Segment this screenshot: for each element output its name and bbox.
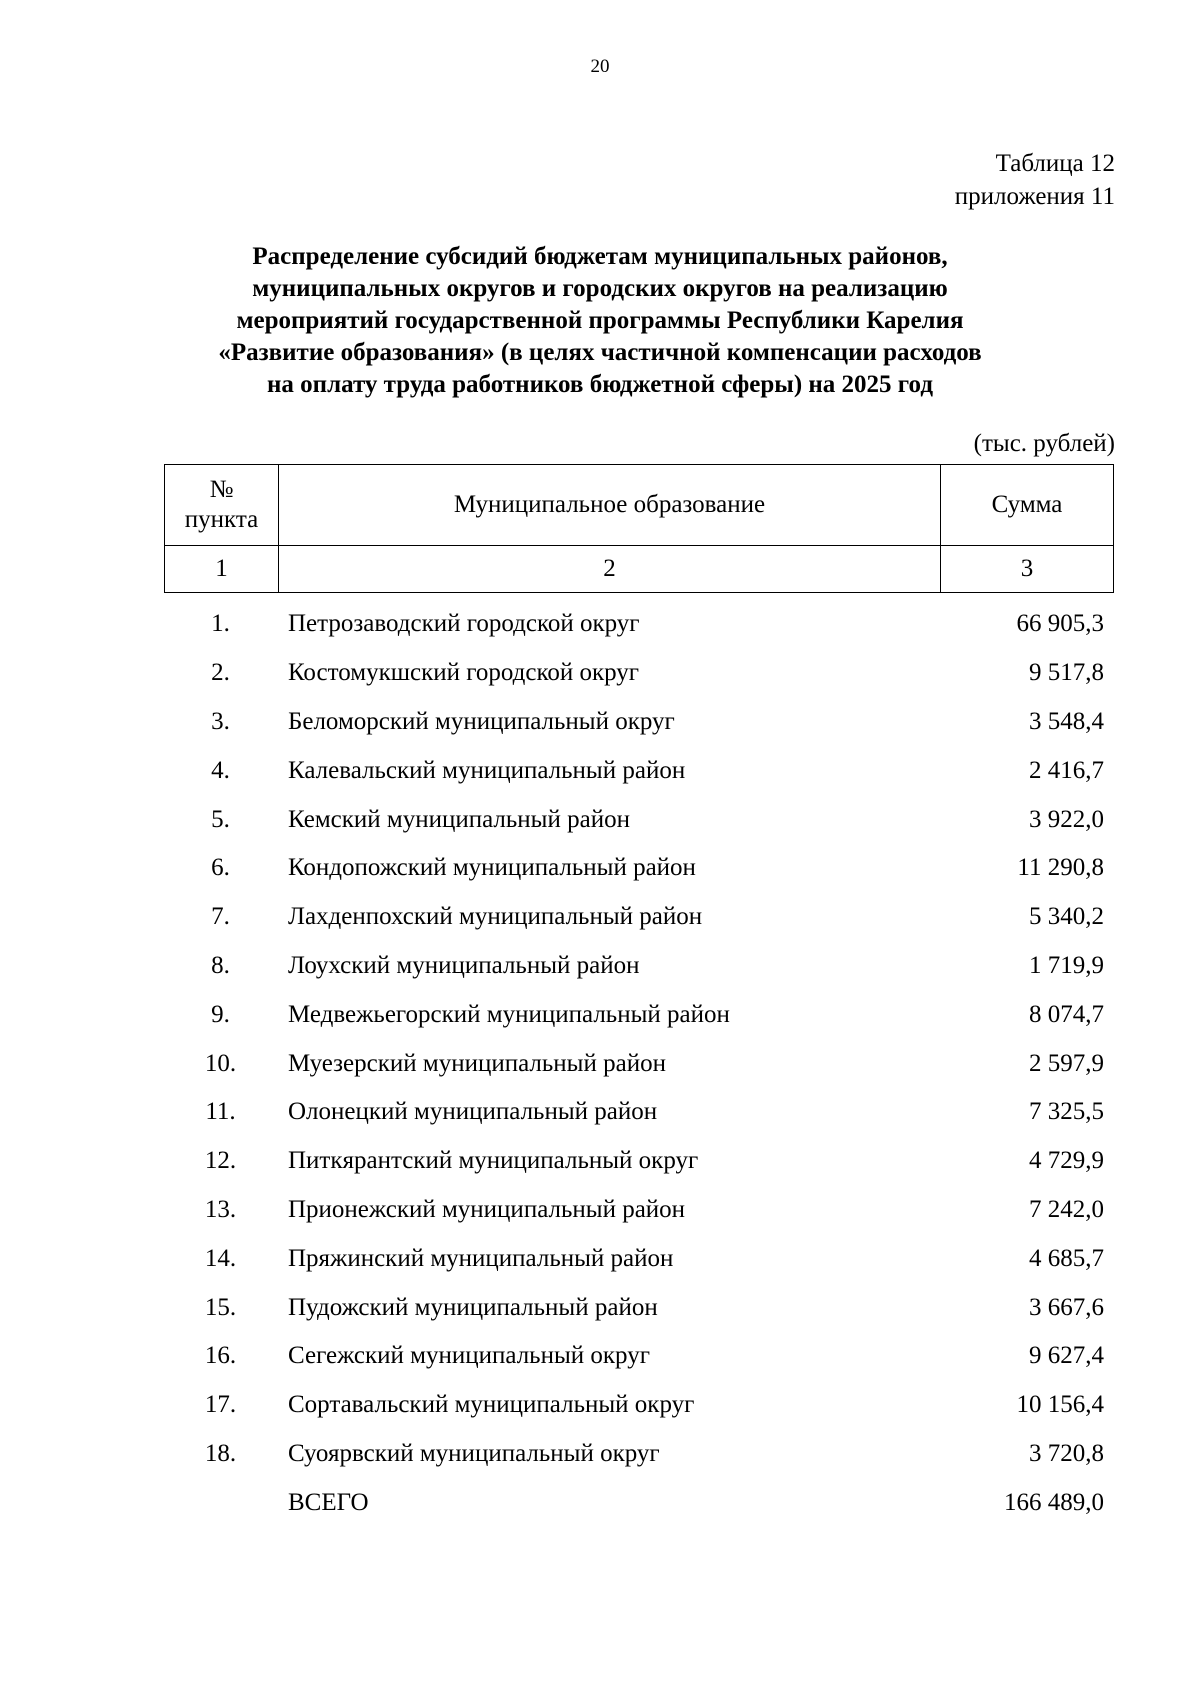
- row-name: Костомукшский городской округ: [288, 659, 640, 687]
- table-ref-line-1: Таблица 12: [995, 150, 1115, 177]
- table-row: [164, 649, 1112, 698]
- row-sum: 3 667,6: [1029, 1293, 1104, 1321]
- row-sum: 3 922,0: [1029, 805, 1104, 833]
- row-number: 2.: [211, 659, 230, 687]
- row-sum: 7 242,0: [1029, 1195, 1104, 1223]
- row-name: Беломорский муниципальный округ: [288, 707, 675, 735]
- table-header: [164, 464, 1114, 593]
- table-row: [164, 1088, 1112, 1137]
- column-number-row: [165, 546, 1114, 593]
- row-name: Петрозаводский городской округ: [288, 610, 640, 638]
- table-reference: [955, 147, 1115, 213]
- title-line-5: на оплату труда работников бюджетной сферы) на 2025 год: [267, 371, 933, 398]
- row-number: 15.: [204, 1293, 237, 1321]
- row-sum: 66 905,3: [1016, 610, 1104, 638]
- row-sum: 2 416,7: [1029, 756, 1104, 784]
- header-num: [165, 465, 279, 546]
- row-name: Сегежский муниципальный округ: [288, 1342, 650, 1370]
- table-row: [164, 1283, 1112, 1332]
- row-sum: 2 597,9: [1029, 1049, 1104, 1077]
- row-name: Прионежский муниципальный район: [288, 1195, 686, 1223]
- row-sum: 5 340,2: [1029, 903, 1104, 931]
- table-row: [164, 1430, 1112, 1479]
- row-number: 7.: [211, 903, 230, 931]
- row-number: 11.: [205, 1098, 236, 1126]
- table-row: [164, 942, 1112, 991]
- total-sum: 166 489,0: [1004, 1488, 1104, 1516]
- row-number: 1.: [211, 610, 230, 638]
- header-num-line-2: пункта: [184, 506, 259, 533]
- row-name: Кондопожский муниципальный район: [288, 854, 696, 882]
- header-num-line-1: №: [209, 476, 234, 503]
- row-sum: 11 290,8: [1017, 854, 1104, 882]
- row-number: 12.: [204, 1147, 237, 1175]
- row-name: Питкярантский муниципальный округ: [288, 1147, 699, 1175]
- table-row: [164, 1137, 1112, 1186]
- title-line-3: мероприятий государственной программы Республики Карелия: [236, 307, 964, 334]
- row-name: Медвежьегорский муниципальный район: [288, 1000, 730, 1028]
- row-name: Кемский муниципальный район: [288, 805, 630, 833]
- row-name: Сортавальский муниципальный округ: [288, 1391, 695, 1419]
- row-number: 18.: [204, 1439, 237, 1467]
- table-body: [164, 600, 1112, 1527]
- table-row: [164, 746, 1112, 795]
- row-number: 4.: [211, 756, 230, 784]
- row-number: 10.: [204, 1049, 237, 1077]
- row-sum: 3 720,8: [1029, 1439, 1104, 1467]
- table-row: [164, 1186, 1112, 1235]
- title-line-2: муниципальных округов и городских округов на реализацию: [252, 275, 948, 302]
- row-sum: 9 627,4: [1029, 1342, 1104, 1370]
- title-line-4: «Развитие образования» (в целях частичной компенсации расходов: [218, 339, 982, 366]
- document-title: [100, 241, 1100, 401]
- row-sum: 4 729,9: [1029, 1147, 1104, 1175]
- table-row: [164, 698, 1112, 747]
- total-row: [164, 1478, 1112, 1527]
- title-line-1: Распределение субсидий бюджетам муниципальных районов,: [252, 243, 948, 270]
- table-row: [164, 844, 1112, 893]
- header-sum: Сумма: [941, 465, 1114, 546]
- column-number-2: 2: [279, 546, 941, 593]
- table-row: [164, 1332, 1112, 1381]
- row-name: Лахденпохский муниципальный район: [288, 903, 703, 931]
- table-ref-line-2: приложения 11: [954, 183, 1115, 210]
- row-name: Пудожский муниципальный район: [288, 1293, 658, 1321]
- table-row: [164, 795, 1112, 844]
- column-number-3: 3: [941, 546, 1114, 593]
- column-number-1: 1: [165, 546, 279, 593]
- units-label: (тыс. рублей): [973, 430, 1115, 457]
- row-name: Калевальский муниципальный район: [288, 756, 686, 784]
- row-name: Лоухский муниципальный район: [288, 951, 640, 979]
- row-number: 6.: [211, 854, 230, 882]
- row-number: 8.: [211, 951, 230, 979]
- table-row: [164, 990, 1112, 1039]
- table-row: [164, 1234, 1112, 1283]
- row-number: 13.: [204, 1195, 237, 1223]
- row-sum: 3 548,4: [1029, 707, 1104, 735]
- row-name: Муезерский муниципальный район: [288, 1049, 666, 1077]
- page-number: 20: [590, 56, 610, 77]
- row-sum: 7 325,5: [1029, 1098, 1104, 1126]
- table-row: [164, 893, 1112, 942]
- row-name: Олонецкий муниципальный район: [288, 1098, 658, 1126]
- table-row: [164, 1039, 1112, 1088]
- row-sum: 9 517,8: [1029, 659, 1104, 687]
- total-label: ВСЕГО: [288, 1488, 369, 1516]
- row-number: 17.: [204, 1391, 237, 1419]
- row-sum: 4 685,7: [1029, 1244, 1104, 1272]
- row-sum: 10 156,4: [1016, 1391, 1104, 1419]
- table-row: [164, 1381, 1112, 1430]
- header-row: [165, 465, 1114, 546]
- header-name: Муниципальное образование: [279, 465, 941, 546]
- table-row: [164, 600, 1112, 649]
- row-number: 9.: [211, 1000, 230, 1028]
- row-number: 3.: [211, 707, 230, 735]
- row-sum: 1 719,9: [1029, 951, 1104, 979]
- row-name: Пряжинский муниципальный район: [288, 1244, 674, 1272]
- row-name: Суоярвский муниципальный округ: [288, 1439, 660, 1467]
- row-number: 14.: [204, 1244, 237, 1272]
- row-sum: 8 074,7: [1029, 1000, 1104, 1028]
- row-number: 5.: [211, 805, 230, 833]
- row-number: 16.: [204, 1342, 237, 1370]
